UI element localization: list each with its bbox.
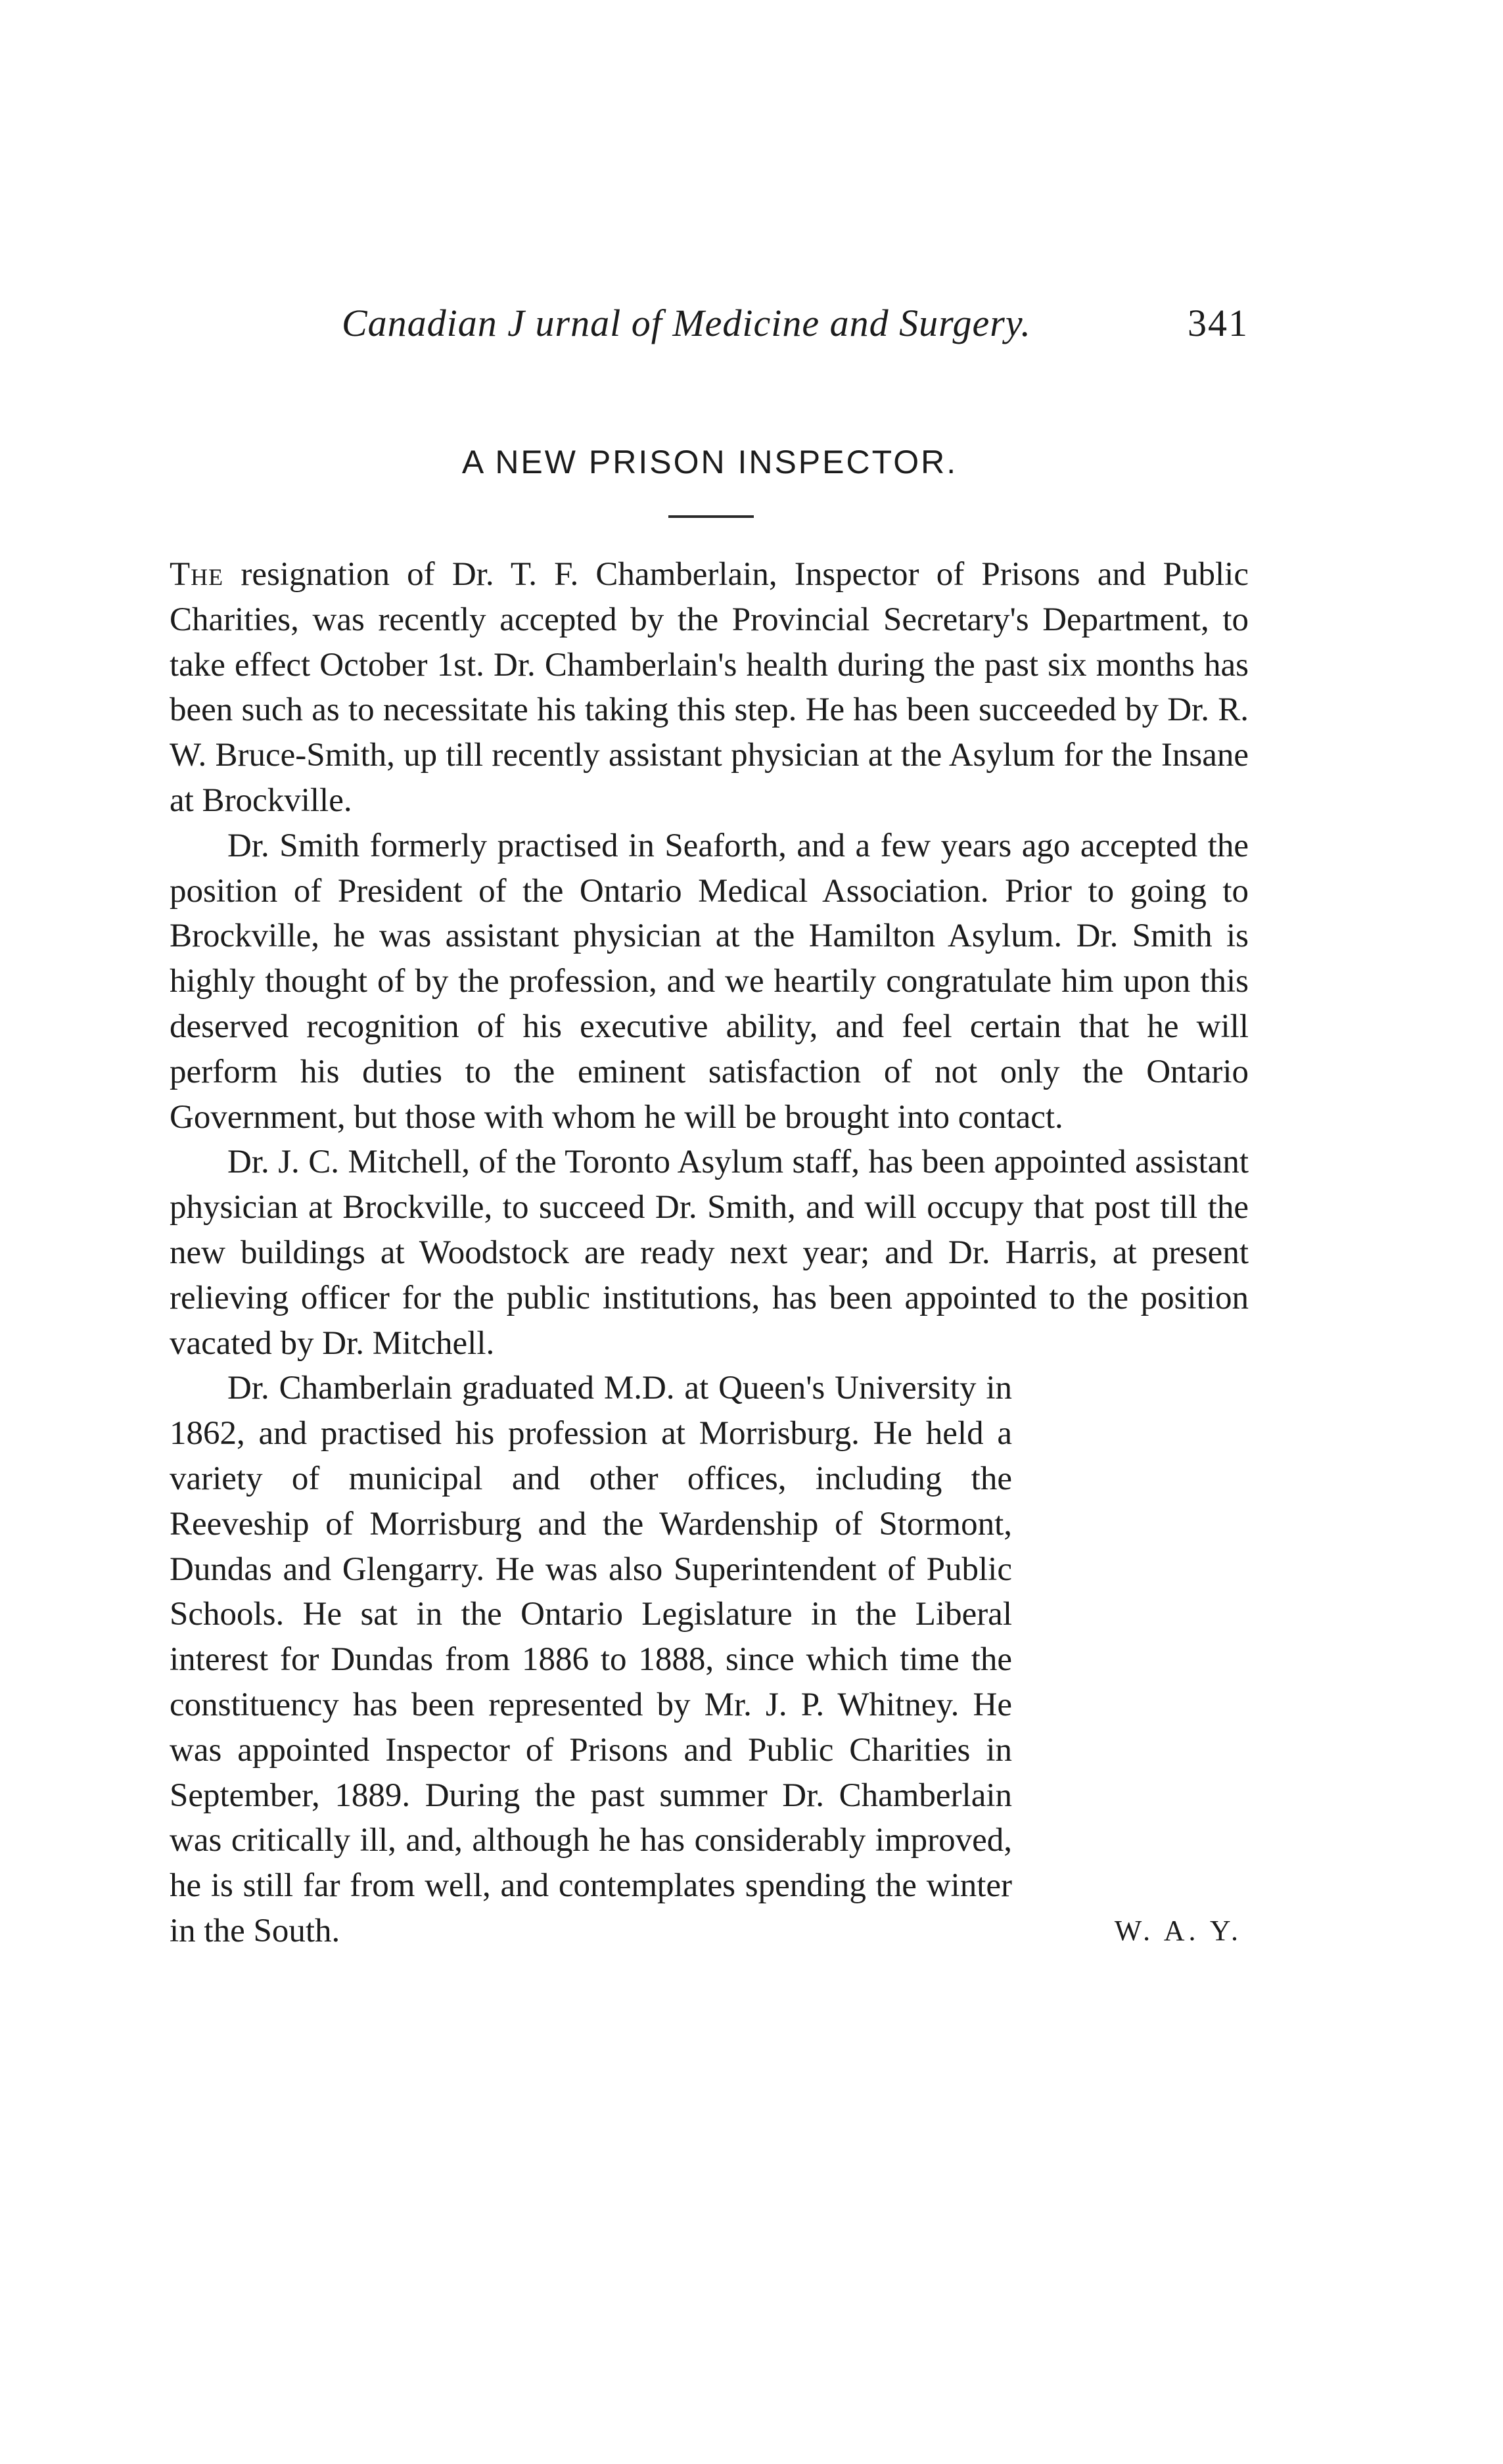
lead-word: The [170, 556, 224, 593]
article-body [170, 552, 1249, 1954]
author-signature: W. A. Y. [1114, 1914, 1242, 1947]
paragraph-2: Dr. Smith formerly practised in Seaforth, and a few years ago accepted the position of President of the Ontario Medical Association. Prior to going to Brockville, he was assistant physician at the Hamilton Asylum. Dr. Smith is highly thought of by the profession, and we heartily congratulate him upon this deserved recognition of his executive ability, and feel certain that he will perform his duties to the eminent satisfaction of not only the Ontario Government, but those with whom he will be brought into contact. [170, 827, 1249, 1136]
running-header [171, 297, 1249, 350]
title-rule [668, 515, 754, 518]
paragraph-4: Dr. Chamberlain graduated M.D. at Queen's University in 1862, and practised his profession at Morrisburg. He held a variety of municipal and other offices, including the Reeveship of Morrisburg and the Wardenship of Stormont, Dundas and Glengarry. He was also Superintendent of Public Schools. He sat in the Ontario Legislature in the Liberal interest for Dundas from 1886 to 1888, since which time the constituency has been represented by Mr. J. P. Whitney. He was appointed Inspector of Prisons and Public Charities in September, 1889. During the past summer Dr. Chamberlain was critically ill, and, although he has considerably improved, he is still far from well, and contemplates spending the winter in the South. [170, 1370, 1012, 1949]
paragraph-3: Dr. J. C. Mitchell, of the Toronto Asylum staff, has been appointed assistant physician at Brockville, to succeed Dr. Smith, and will occupy that post till the new buildings at Woodstock are ready next year; and Dr. Harris, at present relieving officer for the public institutions, has been appointed to the position vacated by Dr. Mitchell. [170, 1144, 1249, 1362]
page-number: 341 [1188, 302, 1249, 344]
article-title: A NEW PRISON INSPECTOR. [461, 444, 958, 480]
paragraph-4-wrap [170, 1366, 1249, 1953]
journal-title: Canadian J urnal of Medicine and Surgery. [342, 302, 1031, 344]
paragraph-1 [170, 552, 1249, 824]
paragraph-1-text: resignation of Dr. T. F. Chamberlain, Inspector of Prisons and Public Charities, was recently accepted by the Provincial Secretary's Department, to take effect October 1st. Dr. Chamberlain's health during the past six months has been such as to necessitate his taking this step. He has been succeeded by Dr. R. W. Bruce-Smith, up till recently assistant physician at the Asylum for the Insane at Brockville. [170, 556, 1249, 819]
